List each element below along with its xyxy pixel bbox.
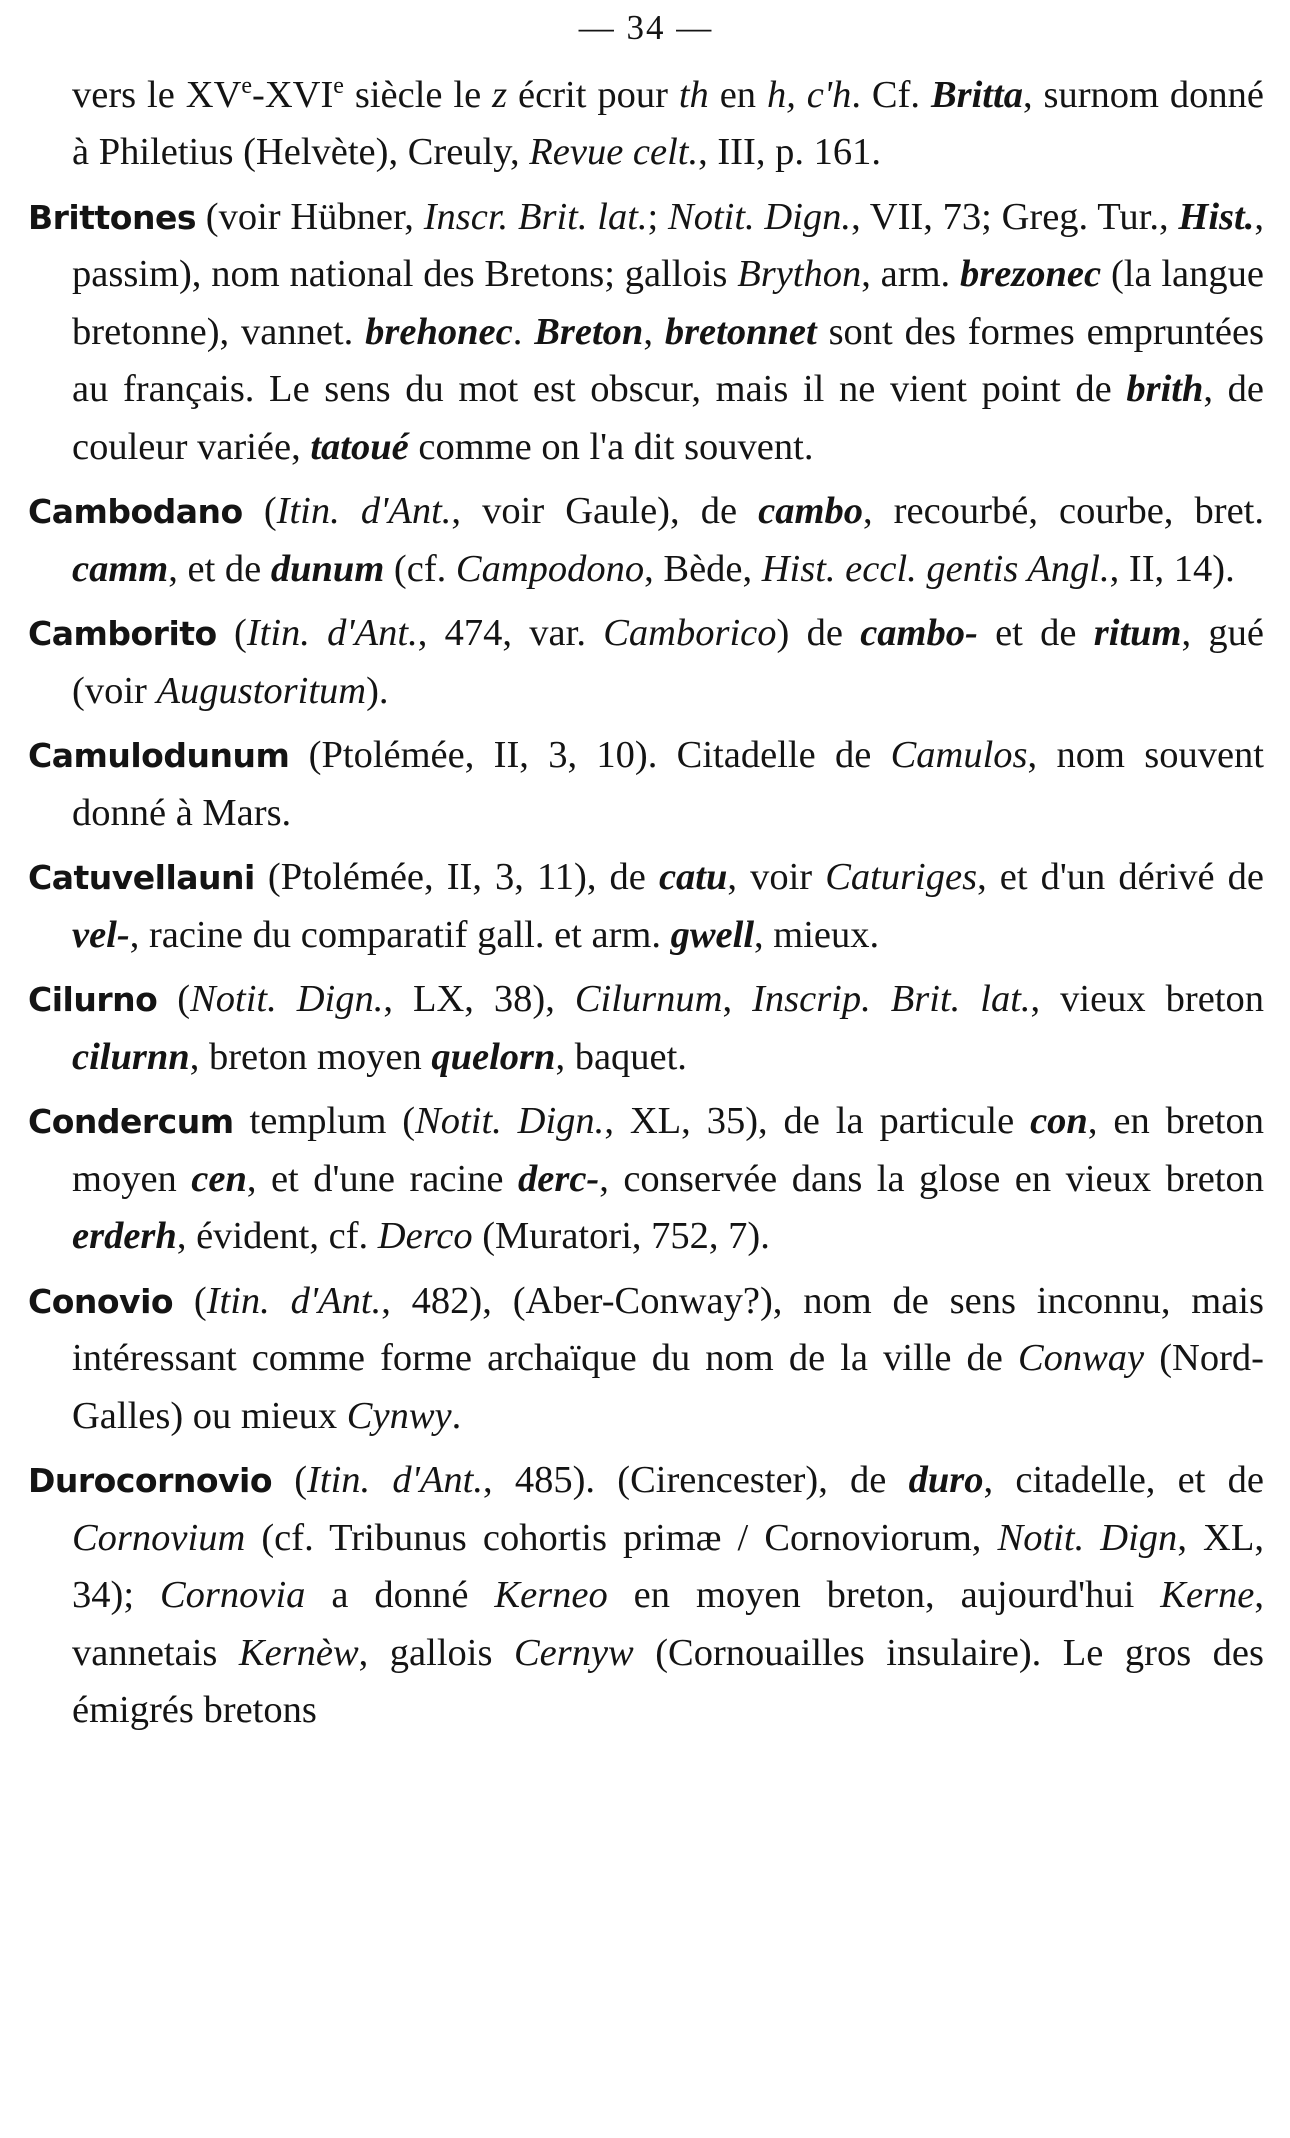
bold-italic-text: cambo [758,490,863,533]
entry-headword: Conovio [28,1281,174,1321]
italic-text: Camborico [603,612,777,655]
italic-text: Inscr. Brit. lat. [423,195,648,238]
italic-text: Inscrip. Brit. lat. [752,978,1031,1021]
entry-text: , nom souvent donné à Mars. [72,734,1265,834]
entry-text: . Cf. [851,73,931,116]
entry-text: (cf. Tribunus cohortis primæ / Cornoviorum, [245,1516,998,1559]
dictionary-entry [28,605,1264,720]
italic-text: Kerneo [494,1574,608,1617]
bold-italic-text: Hist. [1178,195,1255,238]
entry-text: écrit pour [507,73,679,116]
italic-text: Caturiges [825,856,978,899]
italic-text: Itin. d'Ant. [276,490,452,533]
bold-italic-text: Britta [930,73,1023,116]
entry-text: (cf. [384,547,456,590]
entry-text: (Ptolémée, II, 3, 10). Citadelle de [289,734,891,777]
italic-text: Conway [1017,1337,1145,1380]
entry-headword: Durocornovio [28,1461,272,1501]
bold-italic-text: brehonec [365,310,513,353]
entry-text: , et d'un dérivé de [977,856,1264,899]
italic-text: Brython [737,253,862,296]
entry-text: , arm. [861,253,960,296]
dictionary-entry [28,1452,1264,1740]
document-page [28,0,1264,2138]
entry-text: , mieux. [754,913,880,956]
entry-text: , et d'une racine [246,1157,518,1200]
bold-italic-text: brezonec [959,253,1102,296]
bold-italic-text: duro [908,1459,984,1502]
entry-text: (Muratori, 752, 7). [472,1215,770,1258]
entry-text: ). [366,669,389,712]
italic-text: Augustoritum [156,669,367,712]
italic-text: Notit. Dign [997,1516,1178,1559]
entry-text: ( [216,612,247,655]
italic-text: Notit. Dign. [190,978,384,1021]
entry-text: ( [157,978,191,1021]
superscript-text: e [333,73,344,99]
entry-text: et de [977,612,1094,655]
bold-italic-text: tatoué [310,425,409,468]
entry-text: , III, p. 161. [698,131,881,174]
entry-text: , XL, 35), de la particule [604,1100,1031,1143]
entry-text: . [512,310,535,353]
dictionary-entry [28,1093,1264,1266]
entry-text: (voir Hübner, [195,195,424,238]
italic-text: Notit. Dign. [668,195,852,238]
entry-text: , voir [727,856,826,899]
entry-text: siècle le [343,73,493,116]
dictionary-entry [28,483,1264,598]
entry-text: , de couleur variée, [72,368,1264,468]
entry-text: , LX, 38), [383,978,575,1021]
bold-italic-text: gwell [670,913,755,956]
entry-text: , Bède, [644,547,762,590]
entry-text: , baquet. [555,1035,687,1078]
italic-text: Cernyw [513,1631,634,1674]
entry-text: (la langue bretonne), vannet. [72,253,1264,353]
bold-italic-text: quelorn [431,1035,556,1078]
entry-text: ( [242,490,277,533]
entry-headword: Cambodano [28,492,243,532]
entry-text: , évident, cf. [176,1215,378,1258]
entry-text: , [722,978,753,1021]
italic-text: z [492,73,508,116]
italic-text: Itin. d'Ant. [246,612,418,655]
bold-italic-text: brith [1126,368,1204,411]
italic-text: Itin. d'Ant. [206,1279,382,1322]
bold-italic-text: ritum [1093,612,1182,655]
bold-italic-text: camm [72,547,169,590]
italic-text: Hist. eccl. gentis Angl. [761,547,1110,590]
entry-text: vers le XV [72,73,242,116]
italic-text: Cornovium [72,1516,246,1559]
dictionary-entry [28,189,1264,477]
entry-text: , 485). (Cirencester), de [482,1459,909,1502]
bold-italic-text: vel- [72,913,130,956]
entry-headword: Cilurno [28,980,158,1020]
italic-text: Kernèw [238,1631,359,1674]
entry-text: (Ptolémée, II, 3, 11), de [254,856,659,899]
page-number: — 34 — [578,8,714,47]
italic-text: Kerne [1160,1574,1255,1617]
entry-text: , 474, var. [417,612,604,655]
bold-italic-text: bretonnet [664,310,817,353]
entry-text: , citadelle, et de [983,1459,1264,1502]
entry-text: , et de [168,547,271,590]
entry-text: en [708,73,767,116]
entry-text: ( [173,1279,207,1322]
entry-headword: Camulodunum [28,736,290,776]
entry-text: , VII, 73; Greg. Tur., [851,195,1179,238]
entry-text: . [451,1394,462,1437]
entry-text: , passim), nom national des Bretons; gallois [72,195,1264,296]
dictionary-entries [28,58,1264,1740]
italic-text: Campodono [455,547,645,590]
entry-text: a donné [305,1574,495,1617]
italic-text: Revue celt. [529,131,699,174]
entry-text: , gallois [358,1631,514,1674]
bold-italic-text: con [1030,1100,1088,1143]
italic-text: Notit. Dign. [415,1100,605,1143]
entry-text: , 482), (Aber-Conway?), nom de sens inconnu, mais intéressant comme forme archaïque du nom de la ville de [72,1279,1264,1380]
italic-text: Cynwy [346,1394,452,1437]
entry-text: templum ( [233,1100,416,1143]
bold-italic-text: erderh [72,1215,177,1258]
italic-text: Camulos [890,734,1028,777]
entry-text: ( [272,1459,308,1502]
italic-text: h, c'h [766,73,852,116]
entry-text: ; [647,195,669,238]
italic-text: Itin. d'Ant. [307,1459,483,1502]
dictionary-entry [28,727,1264,842]
bold-italic-text: cen [191,1157,247,1200]
entry-text: , surnom donné à Philetius (Helvète), Creuly, [72,73,1265,174]
entry-text: sont des formes empruntées au français. Le sens du mot est obscur, mais il ne vient point de [72,310,1265,411]
entry-text: , II, 14). [1109,547,1235,590]
bold-italic-text: catu [658,856,728,899]
entry-text: (Nord-Galles) ou mieux [72,1337,1264,1437]
entry-text: , XL, 34); [72,1516,1264,1617]
entry-text: ) de [776,612,861,655]
superscript-text: e [241,73,253,99]
entry-text: -XVI [252,73,334,116]
italic-text: th [678,73,709,116]
entry-text: , en breton moyen [72,1100,1264,1200]
entry-headword: Camborito [28,614,217,654]
entry-text: , voir Gaule), de [451,490,759,533]
entry-text: , conservée dans la glose en vieux breton [599,1157,1264,1200]
italic-text: Cornovia [159,1574,306,1617]
entry-continuation [28,58,1264,182]
entry-text: comme on l'a dit souvent. [408,425,814,468]
entry-headword: Condercum [28,1102,234,1142]
dictionary-entry [28,849,1264,964]
entry-text: , vieux breton [1030,978,1264,1021]
bold-italic-text: dunum [270,547,385,590]
entry-text: , recourbé, courbe, bret. [862,490,1264,533]
entry-text: , vannetais [72,1574,1264,1674]
entry-headword: Brittones [28,197,196,237]
bold-italic-text: cambo- [860,612,978,655]
dictionary-entry [28,1273,1264,1446]
bold-italic-text: cilurnn [72,1035,190,1078]
entry-headword: Catuvellauni [28,858,255,898]
entry-text: , [643,310,665,353]
entry-text: (Cornouailles insulaire). Le gros des émigrés bretons [72,1631,1264,1732]
bold-italic-text: Breton [534,310,644,353]
dictionary-entry [28,971,1264,1086]
entry-text: , gué (voir [72,612,1264,712]
bold-italic-text: derc- [518,1157,600,1200]
italic-text: Derco [377,1215,473,1258]
entry-text: , breton moyen [189,1035,432,1078]
italic-text: Cilurnum [574,978,723,1021]
entry-text: , racine du comparatif gall. et arm. [129,913,671,956]
entry-text: en moyen breton, aujourd'hui [607,1574,1161,1617]
